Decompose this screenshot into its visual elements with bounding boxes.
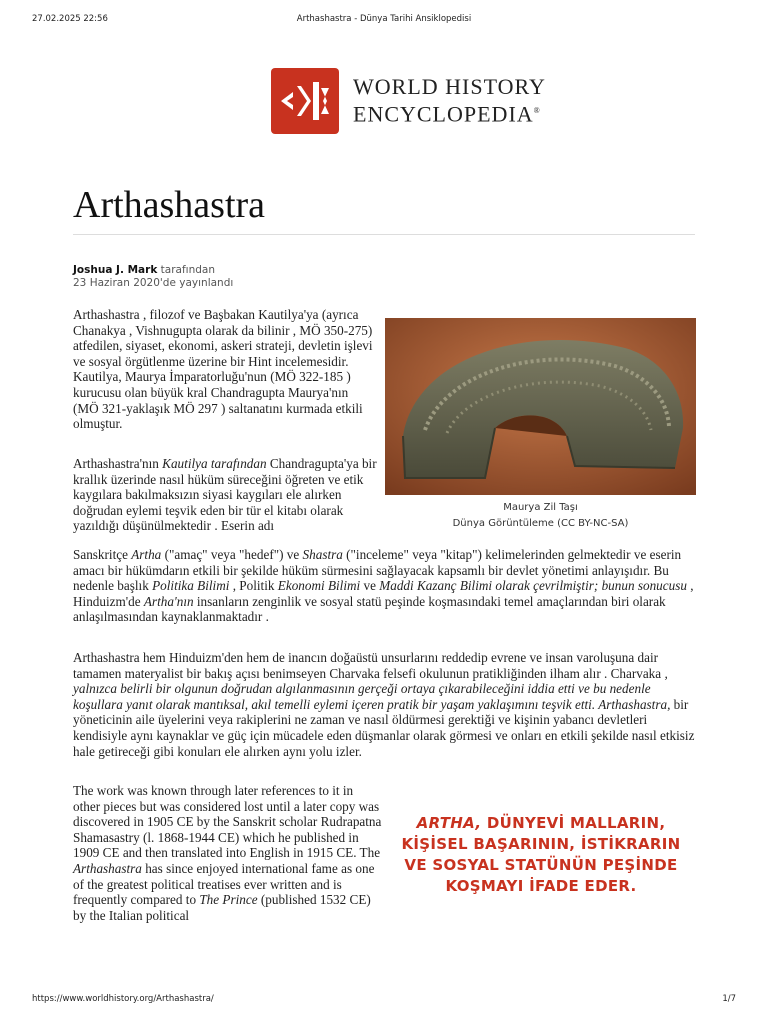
- print-url: https://www.worldhistory.org/Arthashastra/: [32, 994, 214, 1004]
- p2-italic-g: Shastra: [302, 547, 343, 562]
- p2-italic-m: Maddi Kazanç Bilimi olarak çevrilmiştir; bunun sonucusu: [379, 578, 687, 594]
- p2-text-p: insanların zenginlik ve sosyal statü peşinde koşmasındaki temel amaçlarından biri olarak anlaşılmasından kaynaklanmaktadır .: [73, 593, 666, 625]
- p2-italic-k: Ekonomi Bilimi: [277, 578, 361, 594]
- title-divider: [73, 234, 695, 235]
- p2-italic-i: Politika Bilimi: [152, 578, 230, 594]
- p3-italic-b: , yalnızca belirli bir olgunun doğrudan algılanmasının gerçeği ortaya çıkarabileceğini iddia etti ve bu nedenle koşullara yanıt olarak mantıksal, akıl temelli eylemi içeren pratik bir yaşam yaklaşımını teşvik etti. Arthashastra,: [73, 665, 671, 712]
- print-datetime: 27.02.2025 22:56: [32, 14, 108, 24]
- p2-text-c: Chandragupta'ya bir krallık üzerinde nasıl hüküm süreceğini öğreten ve etik kaygılara bakılmaksızın siyasi kaygıları ele alırken doğrudan eylemi teşvik eden bir tür el kitabı olarak yazıldığı düşünülmektedir . Eserin adı: [73, 456, 377, 534]
- paragraph-2-continued: [73, 547, 698, 625]
- maurya-ring-stone-image[interactable]: [385, 318, 696, 495]
- p2-text-n: , Hinduizm'de: [73, 578, 694, 609]
- author-link[interactable]: Joshua J. Mark: [73, 264, 158, 276]
- p2-italic-e: Artha: [131, 547, 162, 562]
- p4-text-c: has since enjoyed international fame as one of the greatest political treatises ever written and is frequently compared to: [73, 860, 375, 908]
- byline-suffix: tarafından: [157, 264, 215, 276]
- paragraph-2-intro: [73, 456, 377, 534]
- print-footer: [32, 994, 736, 1004]
- p4-italic-b: Arthashastra: [73, 860, 142, 876]
- publish-date: 23 Haziran 2020'de yayınlandı: [73, 277, 234, 289]
- p4-text-a: The work was known through later references to it in other pieces but was considered lost until a later copy was discovered in 1905 CE by the Sanskrit scholar Rudrapatna Shamasastry (l. 1868-1944 CE) which he published in 1909 CE and then translated into English in 1915 CE. The: [73, 783, 382, 861]
- paragraph-1: Arthashastra , filozof ve Başbakan Kautilya'ya (ayrıca Chanakya , Vishnugupta olarak da bilinir , MÖ 350-275) atfedilen, siyaset, ekonomi, askeri strateji, devletin işlevi ve sosyal örgütlenme üzerine bir Hint incelemesidir. Kautilya, Maurya İmparatorluğu'nun (MÖ 322-185 ) kurucusu olan büyük kral Chandragupta Maurya'nın (MÖ 321-yaklaşık MÖ 297 ) saltanatını kurmada etkili olmuştur.: [73, 307, 373, 432]
- p2-italic-b: Kautilya tarafından: [162, 456, 267, 471]
- p3-text-c: bir yöneticinin aile üyelerini veya rakiplerini ne zaman ve nasıl öldürmesi gerektiği ve kişinin yabancı devletleri kendisiyle aynı kaynaklar ve güç için mücadele eden düşmanlar olarak görmesi ve onları en etkili şekilde nasıl etkisiz hale getireceği gibi konuları ele alırken aynı yolu izler.: [73, 696, 695, 759]
- p3-text-a: Arthashastra hem Hinduizm'den hem de inancın doğaüstü unsurlarını reddedip evrene ve insan varoluşuna dair tamamen materyalist bir bakış açısı benimseyen Charvaka felsefi okulunun pratikliğinden ilham alır . Charvaka: [73, 650, 665, 681]
- caption-title: Maurya Zil Taşı: [503, 502, 578, 513]
- figure-caption: [385, 500, 696, 532]
- p2-text-f: ("amaç" veya "hedef") ve: [161, 547, 303, 562]
- logo-line-1: WORLD HISTORY: [353, 74, 546, 100]
- logo-line-2: ENCYCLOPEDIA: [353, 101, 534, 127]
- pull-quote-em: ARTHA,: [416, 814, 482, 832]
- pull-quote: [400, 813, 682, 897]
- paragraph-3: [73, 650, 698, 759]
- p2-text-d: Sanskritçe: [73, 547, 132, 562]
- registered-mark: ®: [533, 106, 541, 116]
- logo-wordmark: [353, 75, 546, 126]
- p2-text-j: , Politik: [229, 578, 278, 594]
- paragraph-4: [73, 783, 383, 923]
- p2-text-a: Arthashastra'nın: [73, 456, 163, 471]
- byline: [73, 264, 233, 290]
- print-doc-title: Arthashastra - Dünya Tarihi Ansiklopedisi: [296, 14, 472, 24]
- pull-quote-text: DÜNYEVİ MALLARIN, KİŞİSEL BAŞARININ, İSTİKRARIN VE SOSYAL STATÜNÜN PEŞİNDE KOŞMAYI İFADE EDER.: [401, 814, 681, 895]
- p4-text-e: (published 1532 CE) by the Italian political: [73, 892, 371, 923]
- print-page-number: 1/7: [722, 994, 736, 1004]
- p2-text-h: ("inceleme" veya "kitap") kelimelerinden gelmektedir ve eserin amacı bir hükümdarın etkili bir şekilde hüküm sürmesini sağlayacak kapsamlı bir devlet yönetimi anlayışıdır. Bu nedenle başlık: [73, 547, 682, 594]
- site-logo[interactable]: [271, 68, 546, 134]
- world-history-logo-icon: [271, 68, 339, 134]
- p2-italic-o: Artha'nın: [143, 593, 194, 609]
- p2-text-l: ve: [360, 578, 380, 594]
- page-title: Arthashastra: [73, 184, 266, 226]
- article-figure: [385, 318, 696, 532]
- p4-italic-d: The Prince: [199, 892, 258, 908]
- caption-credit: Dünya Görüntüleme (CC BY-NC-SA): [452, 518, 629, 529]
